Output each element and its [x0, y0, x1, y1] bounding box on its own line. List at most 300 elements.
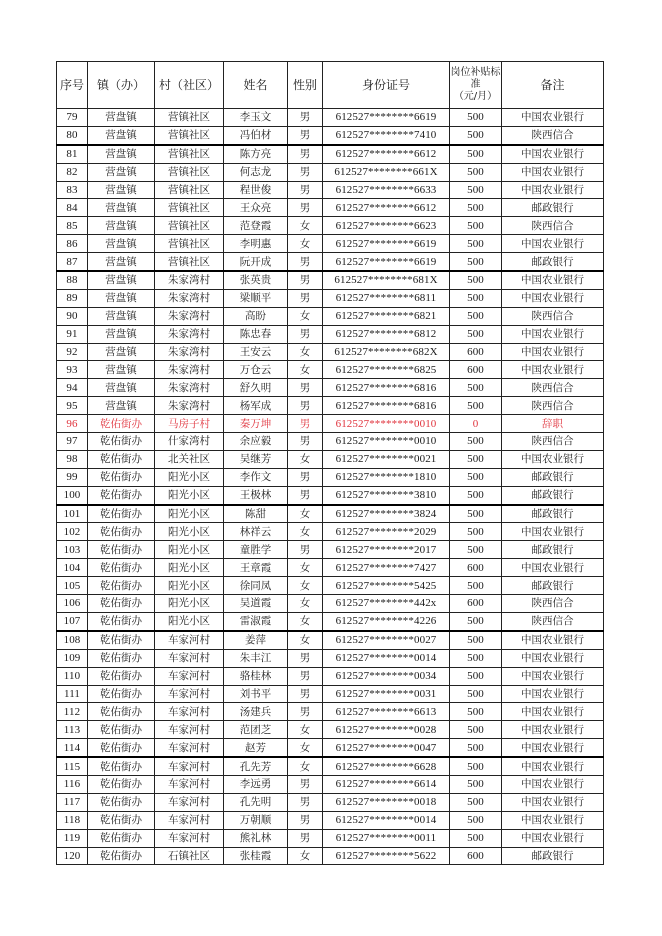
cell-row-number: 118	[57, 811, 88, 829]
cell-subsidy: 500	[450, 450, 502, 468]
cell-person-name: 刘书平	[224, 685, 288, 703]
cell-subsidy: 500	[450, 126, 502, 144]
cell-person-name: 程世俊	[224, 181, 288, 199]
cell-id-number: 612527********442x	[323, 595, 450, 613]
cell-town: 营盘镇	[88, 126, 155, 144]
cell-village: 朱家湾村	[155, 361, 224, 379]
cell-gender: 女	[288, 739, 323, 757]
cell-note: 中国农业银行	[502, 793, 604, 811]
cell-village: 石镇社区	[155, 847, 224, 865]
cell-id-number: 612527********681X	[323, 271, 450, 289]
cell-row-number: 115	[57, 757, 88, 775]
cell-id-number: 612527********6614	[323, 775, 450, 793]
cell-subsidy: 500	[450, 577, 502, 595]
cell-row-number: 92	[57, 343, 88, 361]
table-row	[57, 829, 604, 847]
cell-gender: 女	[288, 595, 323, 613]
cell-gender: 男	[288, 703, 323, 721]
subsidy-roster-table	[56, 61, 604, 865]
cell-subsidy: 500	[450, 703, 502, 721]
cell-person-name: 林祥云	[224, 523, 288, 541]
cell-row-number: 111	[57, 685, 88, 703]
cell-subsidy: 500	[450, 181, 502, 199]
cell-id-number: 612527********0011	[323, 829, 450, 847]
cell-village: 营镇社区	[155, 145, 224, 163]
cell-row-number: 117	[57, 793, 88, 811]
cell-gender: 男	[288, 541, 323, 559]
cell-gender: 男	[288, 486, 323, 504]
cell-subsidy: 500	[450, 433, 502, 451]
table-row	[57, 253, 604, 271]
cell-note: 陕西信合	[502, 126, 604, 144]
cell-id-number: 612527********6816	[323, 379, 450, 397]
cell-id-number: 612527********6633	[323, 181, 450, 199]
cell-gender: 男	[288, 415, 323, 433]
table-row	[57, 721, 604, 739]
table-row	[57, 649, 604, 667]
cell-row-number: 116	[57, 775, 88, 793]
cell-village: 车家河村	[155, 793, 224, 811]
cell-row-number: 120	[57, 847, 88, 865]
cell-town: 营盘镇	[88, 235, 155, 253]
cell-id-number: 612527********0018	[323, 793, 450, 811]
table-row	[57, 109, 604, 127]
cell-person-name: 王众亮	[224, 199, 288, 217]
cell-row-number: 104	[57, 559, 88, 577]
cell-person-name: 熊礼林	[224, 829, 288, 847]
cell-row-number: 101	[57, 505, 88, 523]
table-row	[57, 361, 604, 379]
cell-gender: 男	[288, 253, 323, 271]
cell-subsidy: 600	[450, 595, 502, 613]
cell-village: 车家河村	[155, 703, 224, 721]
cell-village: 朱家湾村	[155, 271, 224, 289]
table-row	[57, 523, 604, 541]
cell-note: 邮政银行	[502, 847, 604, 865]
cell-note: 中国农业银行	[502, 163, 604, 181]
cell-subsidy: 500	[450, 109, 502, 127]
cell-row-number: 114	[57, 739, 88, 757]
cell-person-name: 陈方亮	[224, 145, 288, 163]
cell-id-number: 612527********0047	[323, 739, 450, 757]
cell-id-number: 612527********0027	[323, 631, 450, 649]
cell-id-number: 612527********0031	[323, 685, 450, 703]
cell-id-number: 612527********5622	[323, 847, 450, 865]
table-row	[57, 541, 604, 559]
cell-person-name: 李作文	[224, 468, 288, 486]
cell-row-number: 105	[57, 577, 88, 595]
cell-person-name: 王极林	[224, 486, 288, 504]
cell-row-number: 102	[57, 523, 88, 541]
cell-subsidy: 500	[450, 631, 502, 649]
header-subsidy-line-1: 岗位补贴标	[450, 67, 501, 78]
cell-note: 陕西信合	[502, 307, 604, 325]
cell-row-number: 103	[57, 541, 88, 559]
cell-gender: 男	[288, 325, 323, 343]
cell-village: 车家河村	[155, 631, 224, 649]
cell-note: 中国农业银行	[502, 811, 604, 829]
cell-village: 车家河村	[155, 829, 224, 847]
cell-person-name: 秦万坤	[224, 415, 288, 433]
cell-gender: 男	[288, 181, 323, 199]
header-village: 村（社区）	[155, 62, 224, 109]
cell-person-name: 雷淑霞	[224, 612, 288, 630]
cell-note: 陕西信合	[502, 433, 604, 451]
cell-person-name: 孔先明	[224, 793, 288, 811]
cell-person-name: 范团芝	[224, 721, 288, 739]
cell-note: 中国农业银行	[502, 685, 604, 703]
cell-note: 陕西信合	[502, 217, 604, 235]
cell-note: 中国农业银行	[502, 181, 604, 199]
cell-row-number: 97	[57, 433, 88, 451]
cell-person-name: 徐同凤	[224, 577, 288, 595]
cell-village: 营镇社区	[155, 109, 224, 127]
cell-gender: 男	[288, 397, 323, 415]
cell-town: 乾佑街办	[88, 739, 155, 757]
cell-note: 中国农业银行	[502, 703, 604, 721]
cell-subsidy: 600	[450, 559, 502, 577]
cell-id-number: 612527********3824	[323, 505, 450, 523]
cell-row-number: 106	[57, 595, 88, 613]
cell-town: 乾佑街办	[88, 486, 155, 504]
cell-village: 车家河村	[155, 811, 224, 829]
cell-gender: 男	[288, 433, 323, 451]
cell-note: 中国农业银行	[502, 721, 604, 739]
cell-town: 营盘镇	[88, 289, 155, 307]
table-row	[57, 505, 604, 523]
cell-gender: 男	[288, 145, 323, 163]
cell-village: 阳光小区	[155, 468, 224, 486]
cell-person-name: 万仓云	[224, 361, 288, 379]
cell-town: 乾佑街办	[88, 829, 155, 847]
cell-gender: 男	[288, 271, 323, 289]
cell-row-number: 110	[57, 667, 88, 685]
cell-town: 乾佑街办	[88, 433, 155, 451]
cell-town: 乾佑街办	[88, 505, 155, 523]
cell-note: 邮政银行	[502, 486, 604, 504]
cell-id-number: 612527********6612	[323, 145, 450, 163]
cell-subsidy: 500	[450, 505, 502, 523]
cell-id-number: 612527********0021	[323, 450, 450, 468]
cell-person-name: 余应毅	[224, 433, 288, 451]
cell-id-number: 612527********3810	[323, 486, 450, 504]
cell-row-number: 98	[57, 450, 88, 468]
cell-village: 车家河村	[155, 757, 224, 775]
cell-village: 车家河村	[155, 685, 224, 703]
header-no: 序号	[57, 62, 88, 109]
cell-village: 朱家湾村	[155, 289, 224, 307]
cell-person-name: 汤建兵	[224, 703, 288, 721]
cell-gender: 男	[288, 468, 323, 486]
cell-row-number: 91	[57, 325, 88, 343]
cell-village: 营镇社区	[155, 235, 224, 253]
cell-row-number: 107	[57, 612, 88, 630]
cell-subsidy: 500	[450, 775, 502, 793]
cell-village: 营镇社区	[155, 126, 224, 144]
table-row	[57, 685, 604, 703]
cell-row-number: 87	[57, 253, 88, 271]
cell-gender: 男	[288, 811, 323, 829]
cell-village: 车家河村	[155, 739, 224, 757]
header-name: 姓名	[224, 62, 288, 109]
cell-id-number: 612527********7410	[323, 126, 450, 144]
cell-village: 阳光小区	[155, 541, 224, 559]
cell-person-name: 童胜学	[224, 541, 288, 559]
cell-row-number: 84	[57, 199, 88, 217]
cell-town: 营盘镇	[88, 109, 155, 127]
cell-village: 车家河村	[155, 721, 224, 739]
cell-town: 营盘镇	[88, 325, 155, 343]
cell-row-number: 90	[57, 307, 88, 325]
cell-id-number: 612527********6816	[323, 397, 450, 415]
table-row	[57, 433, 604, 451]
cell-gender: 男	[288, 685, 323, 703]
table-row	[57, 468, 604, 486]
cell-row-number: 94	[57, 379, 88, 397]
cell-subsidy: 600	[450, 343, 502, 361]
cell-person-name: 陈忠春	[224, 325, 288, 343]
cell-village: 营镇社区	[155, 199, 224, 217]
table-row	[57, 612, 604, 630]
cell-subsidy: 500	[450, 217, 502, 235]
table-row	[57, 793, 604, 811]
cell-town: 营盘镇	[88, 181, 155, 199]
cell-note: 中国农业银行	[502, 667, 604, 685]
table-row	[57, 235, 604, 253]
cell-subsidy: 500	[450, 667, 502, 685]
cell-gender: 女	[288, 450, 323, 468]
cell-town: 乾佑街办	[88, 415, 155, 433]
cell-subsidy: 500	[450, 793, 502, 811]
cell-gender: 女	[288, 307, 323, 325]
cell-id-number: 612527********0014	[323, 649, 450, 667]
cell-town: 营盘镇	[88, 343, 155, 361]
cell-village: 营镇社区	[155, 181, 224, 199]
cell-town: 乾佑街办	[88, 468, 155, 486]
cell-gender: 男	[288, 793, 323, 811]
cell-note: 中国农业银行	[502, 829, 604, 847]
cell-note: 中国农业银行	[502, 289, 604, 307]
cell-note: 中国农业银行	[502, 145, 604, 163]
cell-row-number: 100	[57, 486, 88, 504]
table-row	[57, 199, 604, 217]
cell-gender: 女	[288, 847, 323, 865]
cell-gender: 女	[288, 217, 323, 235]
cell-subsidy: 500	[450, 325, 502, 343]
cell-id-number: 612527********0010	[323, 433, 450, 451]
header-row	[57, 62, 604, 109]
table-row	[57, 486, 604, 504]
cell-town: 乾佑街办	[88, 577, 155, 595]
cell-gender: 男	[288, 667, 323, 685]
cell-row-number: 108	[57, 631, 88, 649]
cell-id-number: 612527********0010	[323, 415, 450, 433]
cell-subsidy: 500	[450, 739, 502, 757]
cell-town: 乾佑街办	[88, 847, 155, 865]
table-body	[57, 109, 604, 865]
cell-village: 朱家湾村	[155, 397, 224, 415]
cell-row-number: 112	[57, 703, 88, 721]
header-gender: 性别	[288, 62, 323, 109]
cell-person-name: 阮开成	[224, 253, 288, 271]
header-subsidy-line-3: （元/月）	[453, 91, 498, 102]
cell-person-name: 骆桂林	[224, 667, 288, 685]
table-row	[57, 739, 604, 757]
cell-note: 中国农业银行	[502, 757, 604, 775]
cell-note: 中国农业银行	[502, 361, 604, 379]
cell-town: 营盘镇	[88, 307, 155, 325]
cell-town: 营盘镇	[88, 145, 155, 163]
cell-row-number: 85	[57, 217, 88, 235]
cell-id-number: 612527********6613	[323, 703, 450, 721]
cell-town: 乾佑街办	[88, 793, 155, 811]
cell-row-number: 86	[57, 235, 88, 253]
cell-subsidy: 500	[450, 397, 502, 415]
cell-person-name: 李玉文	[224, 109, 288, 127]
table-row	[57, 775, 604, 793]
cell-town: 乾佑街办	[88, 559, 155, 577]
cell-person-name: 高盼	[224, 307, 288, 325]
cell-note: 中国农业银行	[502, 271, 604, 289]
cell-village: 阳光小区	[155, 577, 224, 595]
cell-note: 邮政银行	[502, 577, 604, 595]
cell-row-number: 82	[57, 163, 88, 181]
cell-subsidy: 500	[450, 721, 502, 739]
table-row	[57, 811, 604, 829]
cell-village: 什家湾村	[155, 433, 224, 451]
cell-village: 营镇社区	[155, 217, 224, 235]
cell-gender: 男	[288, 109, 323, 127]
cell-village: 车家河村	[155, 649, 224, 667]
cell-gender: 女	[288, 559, 323, 577]
table-row	[57, 450, 604, 468]
cell-row-number: 93	[57, 361, 88, 379]
table-row	[57, 847, 604, 865]
cell-town: 乾佑街办	[88, 775, 155, 793]
cell-village: 朱家湾村	[155, 307, 224, 325]
cell-town: 营盘镇	[88, 397, 155, 415]
cell-subsidy: 500	[450, 685, 502, 703]
table-row	[57, 631, 604, 649]
cell-id-number: 612527********6619	[323, 253, 450, 271]
cell-note: 中国农业银行	[502, 109, 604, 127]
cell-person-name: 张桂霞	[224, 847, 288, 865]
table-row	[57, 126, 604, 144]
cell-subsidy: 500	[450, 486, 502, 504]
table-row	[57, 289, 604, 307]
header-note: 备注	[502, 62, 604, 109]
cell-note: 邮政银行	[502, 541, 604, 559]
cell-id-number: 612527********682X	[323, 343, 450, 361]
cell-town: 乾佑街办	[88, 667, 155, 685]
cell-person-name: 李明惠	[224, 235, 288, 253]
cell-village: 朱家湾村	[155, 325, 224, 343]
cell-row-number: 88	[57, 271, 88, 289]
cell-note: 中国农业银行	[502, 343, 604, 361]
cell-person-name: 万朝顺	[224, 811, 288, 829]
cell-subsidy: 500	[450, 649, 502, 667]
cell-town: 营盘镇	[88, 253, 155, 271]
cell-person-name: 孔先芳	[224, 757, 288, 775]
cell-row-number: 80	[57, 126, 88, 144]
cell-subsidy: 500	[450, 379, 502, 397]
cell-person-name: 王安云	[224, 343, 288, 361]
cell-town: 营盘镇	[88, 163, 155, 181]
table-row	[57, 703, 604, 721]
table-row	[57, 181, 604, 199]
cell-gender: 男	[288, 379, 323, 397]
header-town: 镇（办）	[88, 62, 155, 109]
cell-subsidy: 500	[450, 523, 502, 541]
cell-village: 阳光小区	[155, 505, 224, 523]
cell-town: 乾佑街办	[88, 631, 155, 649]
cell-town: 营盘镇	[88, 271, 155, 289]
cell-subsidy: 500	[450, 289, 502, 307]
cell-id-number: 612527********0014	[323, 811, 450, 829]
table-row	[57, 145, 604, 163]
cell-note: 中国农业银行	[502, 649, 604, 667]
cell-subsidy: 500	[450, 235, 502, 253]
cell-gender: 女	[288, 235, 323, 253]
cell-town: 乾佑街办	[88, 523, 155, 541]
cell-village: 阳光小区	[155, 612, 224, 630]
cell-id-number: 612527********0034	[323, 667, 450, 685]
cell-town: 营盘镇	[88, 361, 155, 379]
cell-subsidy: 500	[450, 271, 502, 289]
cell-note: 陕西信合	[502, 612, 604, 630]
table-row	[57, 559, 604, 577]
cell-town: 乾佑街办	[88, 685, 155, 703]
cell-village: 车家河村	[155, 667, 224, 685]
cell-note: 中国农业银行	[502, 775, 604, 793]
cell-town: 乾佑街办	[88, 450, 155, 468]
cell-row-number: 79	[57, 109, 88, 127]
cell-id-number: 612527********6619	[323, 109, 450, 127]
cell-person-name: 姜萍	[224, 631, 288, 649]
cell-gender: 男	[288, 199, 323, 217]
table-row	[57, 271, 604, 289]
cell-subsidy: 500	[450, 811, 502, 829]
cell-person-name: 范登霞	[224, 217, 288, 235]
cell-gender: 男	[288, 289, 323, 307]
cell-person-name: 张英贵	[224, 271, 288, 289]
cell-note: 辞职	[502, 415, 604, 433]
cell-person-name: 舒久明	[224, 379, 288, 397]
cell-person-name: 梁顺平	[224, 289, 288, 307]
cell-village: 阳光小区	[155, 559, 224, 577]
cell-id-number: 612527********6821	[323, 307, 450, 325]
cell-note: 中国农业银行	[502, 325, 604, 343]
cell-town: 乾佑街办	[88, 541, 155, 559]
header-subsidy	[450, 62, 502, 109]
cell-gender: 男	[288, 775, 323, 793]
cell-id-number: 612527********1810	[323, 468, 450, 486]
table-row	[57, 415, 604, 433]
cell-row-number: 113	[57, 721, 88, 739]
cell-id-number: 612527********6623	[323, 217, 450, 235]
cell-gender: 男	[288, 829, 323, 847]
cell-note: 陕西信合	[502, 595, 604, 613]
cell-id-number: 612527********5425	[323, 577, 450, 595]
cell-row-number: 83	[57, 181, 88, 199]
table-row	[57, 163, 604, 181]
cell-gender: 女	[288, 721, 323, 739]
cell-note: 中国农业银行	[502, 559, 604, 577]
cell-gender: 女	[288, 523, 323, 541]
cell-row-number: 89	[57, 289, 88, 307]
cell-village: 朱家湾村	[155, 379, 224, 397]
cell-town: 乾佑街办	[88, 649, 155, 667]
